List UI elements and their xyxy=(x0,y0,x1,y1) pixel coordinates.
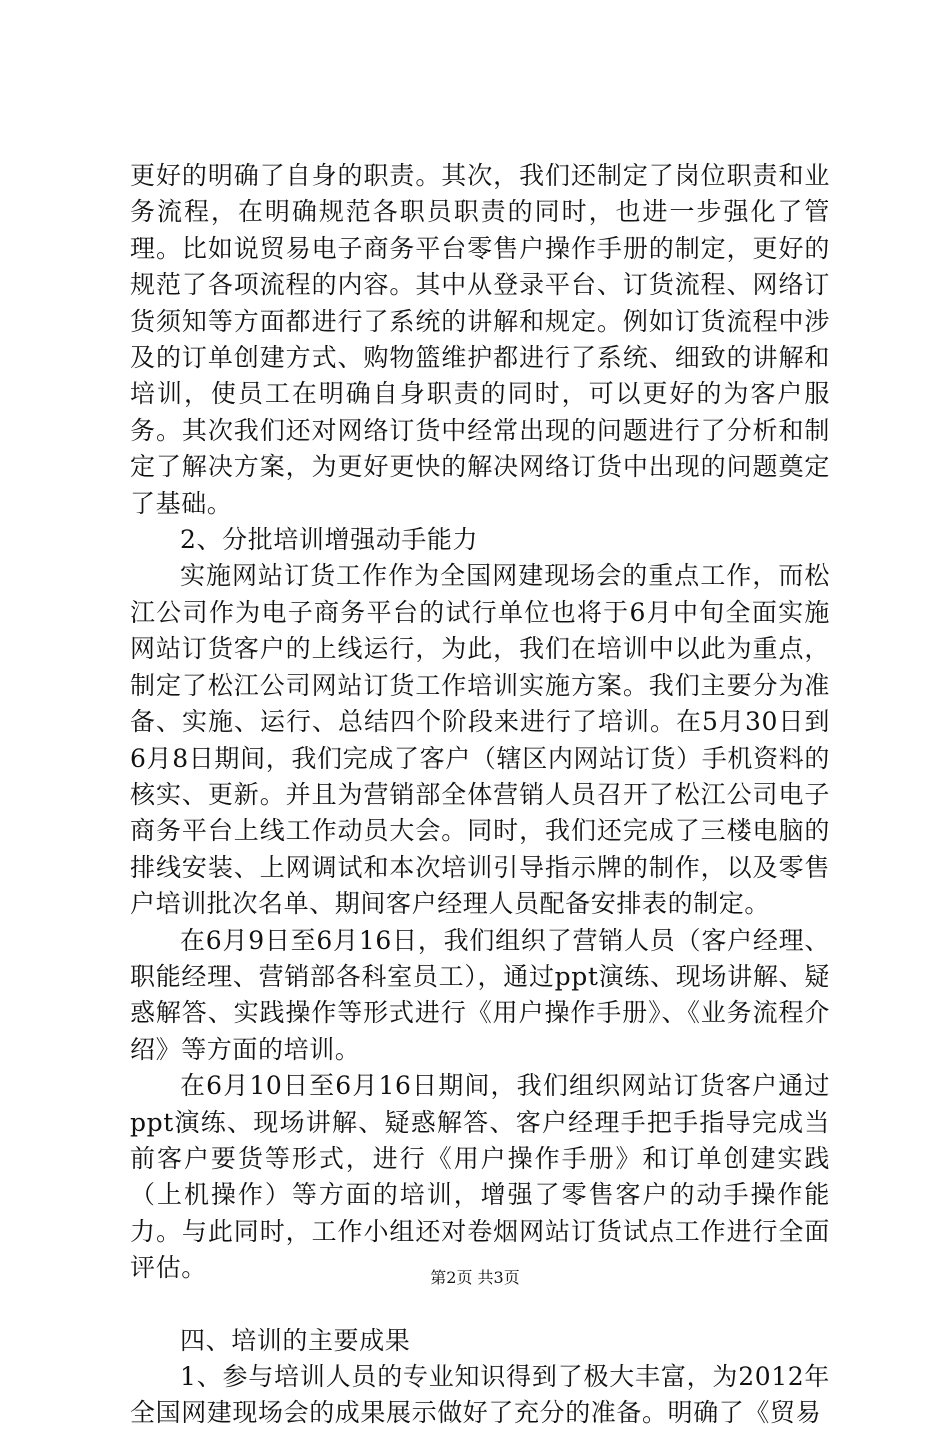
paragraph-results-1: 1、参与培训人员的专业知识得到了极大丰富，为2012年全国网建现场会的成果展示做好了充分的准备。明确了《贸易 xyxy=(130,1362,830,1428)
subheading-batch-training: 2、分批培训增强动手能力 xyxy=(180,525,479,555)
document-body xyxy=(130,158,830,1432)
paragraph-continued: 更好的明确了自身的职责。其次，我们还制定了岗位职责和业务流程，在明确规范各职员职责的同时，也进一步强化了管理。比如说贸易电子商务平台零售户操作手册的制定，更好的规范了各项流程的内容。其中从登录平台、订货流程、网络订货须知等方面都进行了系统的讲解和规定。例如订货流程中涉及的订单创建方式、购物篮维护都进行了系统、细致的讲解和培训，使员工在明确自身职责的同时，可以更好的为客户服务。其次我们还对网络订货中经常出现的问题进行了分析和制定了解决方案，为更好更快的解决网络订货中出现的问题奠定了基础。 xyxy=(130,161,830,518)
paragraph-staff-training: 在6月9日至6月16日，我们组织了营销人员（客户经理、职能经理、营销部各科室员工），通过ppt演练、现场讲解、疑惑解答、实践操作等形式进行《用户操作手册》、《业务流程介绍》等方面的培训。 xyxy=(130,925,830,1064)
section-heading-results: 四、培训的主要成果 xyxy=(180,1325,411,1355)
paragraph-website-ordering: 实施网站订货工作作为全国网建现场会的重点工作，而松江公司作为电子商务平台的试行单位也将于6月中旬全面实施网站订货客户的上线运行，为此，我们在培训中以此为重点，制定了松江公司网站订货工作培训实施方案。我们主要分为准备、实施、运行、总结四个阶段来进行了培训。在5月30日到6月8日期间，我们完成了客户（辖区内网站订货）手机资料的核实、更新。并且为营销部全体营销人员召开了松江公司电子商务平台上线工作动员大会。同时，我们还完成了三楼电脑的排线安装、上网调试和本次培训引导指示牌的制作，以及零售户培训批次名单、期间客户经理人员配备安排表的制定。 xyxy=(130,561,830,919)
page-number-footer: 第2页 共3页 xyxy=(430,1268,520,1287)
paragraph-customer-training: 在6月10日至6月16日期间，我们组织网站订货客户通过ppt演练、现场讲解、疑惑解答、客户经理手把手指导完成当前客户要货等形式，进行《用户操作手册》和订单创建实践（上机操作）等方面的培训，增强了零售客户的动手操作能力。与此同时，工作小组还对卷烟网站订货试点工作进行全面评估。 xyxy=(130,1071,830,1283)
paragraph-spacer xyxy=(130,1287,830,1323)
